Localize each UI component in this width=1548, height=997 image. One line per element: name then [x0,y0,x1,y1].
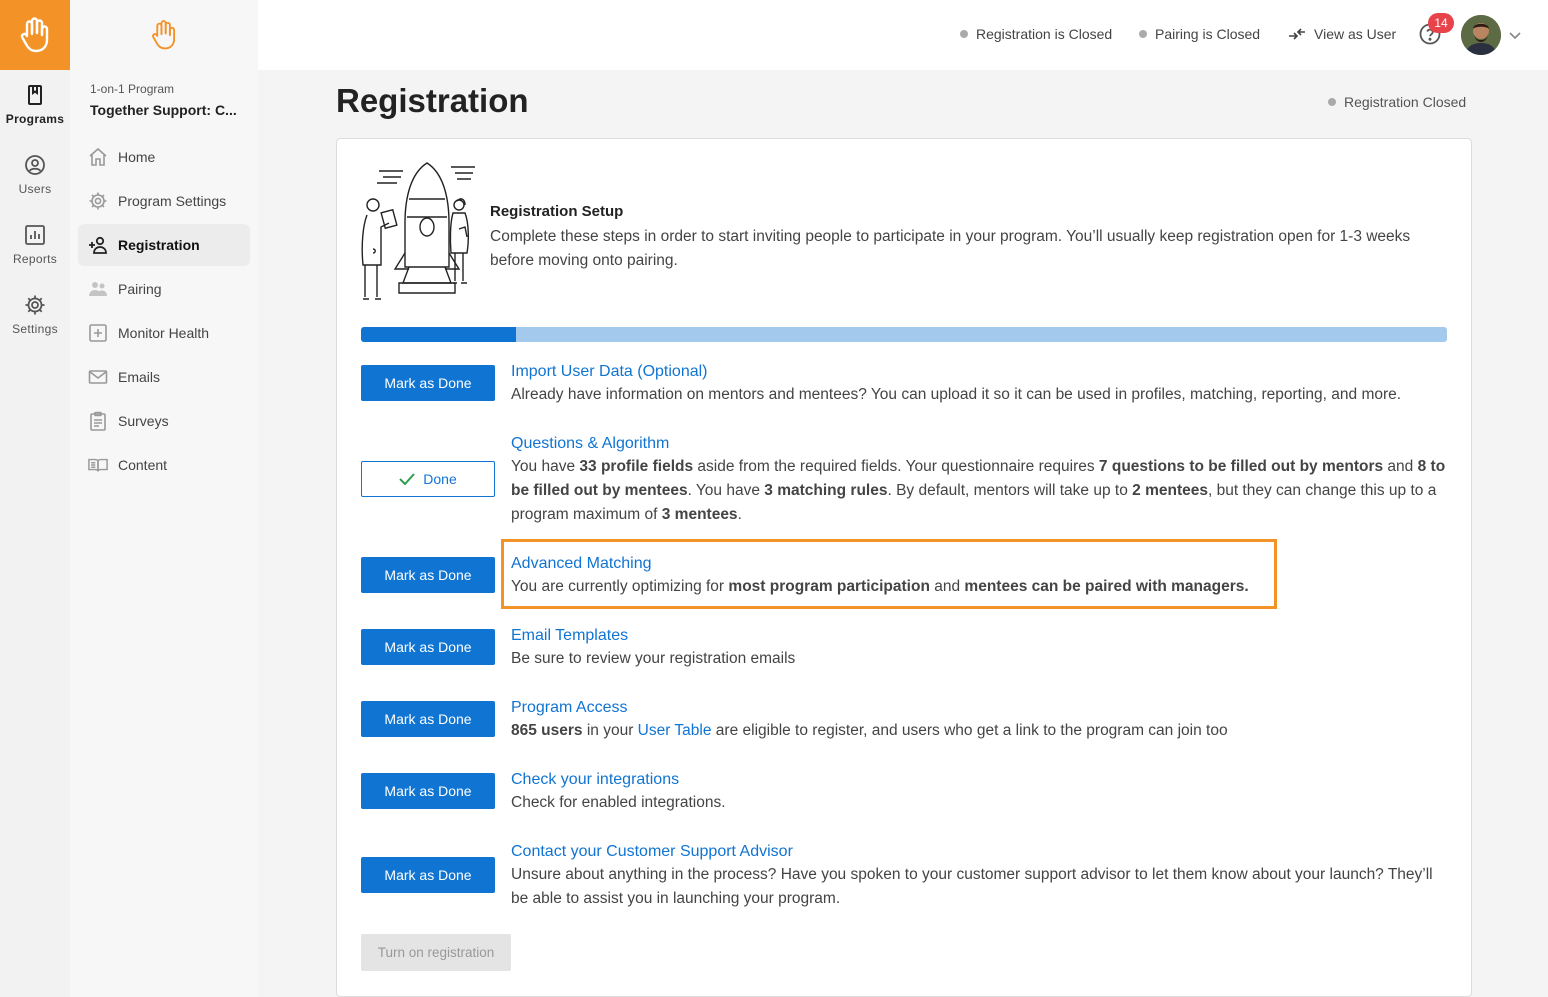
sidenav-item-registration[interactable] [78,224,250,266]
top-bar [258,0,1548,70]
program-logo [70,0,258,70]
rail-label: Reports [12,252,58,266]
app-rail [0,0,70,997]
program-name[interactable]: Together Support: C... [90,102,237,118]
notification-badge[interactable]: 14 [1428,13,1454,33]
sidenav-item-label: Program Settings [118,193,227,209]
sidenav-item-surveys[interactable] [78,400,250,442]
step-title-link[interactable]: Check your integrations [511,771,680,788]
mark-as-done-button[interactable]: Mark as Done [361,857,495,893]
rail-item-programs[interactable] [0,70,70,140]
sidenav-item-label: Content [118,457,168,473]
rail-label: Users [18,182,52,196]
status-dot [1139,30,1147,38]
desc-text: aside from the required fields. Your questionnaire requires [693,458,1099,475]
mark-as-done-button[interactable]: Mark as Done [361,701,495,737]
pairing-status [1139,26,1260,42]
step-description [511,455,1451,527]
page-title: Registration [336,82,529,119]
desc-text: are eligible to register, and users who get a link to the program can join too [711,722,1228,739]
sidenav-item-label: Home [118,149,156,165]
mark-as-done-button[interactable]: Mark as Done [361,557,495,593]
desc-bold: 2 mentees [1132,482,1208,499]
step-description: Be sure to review your registration emails [511,650,796,667]
setup-title: Registration Setup [490,203,624,220]
people-icon [88,279,108,299]
registration-status-label: Registration is Closed [976,26,1113,42]
desc-bold: 3 matching rules [764,482,888,499]
swap-arrows-icon [1288,27,1306,41]
sidenav-item-content[interactable] [78,444,250,486]
sidenav-item-pairing[interactable] [78,268,250,310]
user-table-link[interactable]: User Table [637,722,712,739]
app-logo[interactable] [0,0,70,70]
registration-setup-card [336,138,1472,997]
step-description [511,575,1451,599]
user-circle-icon [24,154,46,176]
sidenav-item-label: Monitor Health [118,325,210,341]
home-icon [88,147,108,167]
step-title-link[interactable]: Import User Data (Optional) [511,363,708,380]
add-user-icon [88,235,108,255]
hand-wave-icon [18,16,52,54]
program-sidenav [70,0,258,997]
pairing-status-label: Pairing is Closed [1155,26,1261,42]
desc-text: . You have [687,482,765,499]
registration-status [960,26,1112,42]
done-button[interactable] [361,461,495,497]
hand-wave-icon [149,19,179,51]
sidenav-item-label: Registration [118,237,200,253]
mark-as-done-button[interactable]: Mark as Done [361,365,495,401]
page-status-label: Registration Closed [1344,94,1467,110]
desc-text: in your [582,722,638,739]
rail-item-settings[interactable] [0,280,70,350]
desc-text: . [737,506,742,523]
step-title-link[interactable]: Questions & Algorithm [511,435,670,452]
desc-bold: 8 to be filled out by mentees [511,458,1446,499]
checkmark-icon [399,473,415,485]
desc-text: and [929,578,965,595]
step-description: Check for enabled integrations. [511,794,726,811]
page-status-badge [1328,94,1466,110]
view-as-user-button[interactable] [1288,26,1396,42]
sidenav-item-program-settings[interactable] [78,180,250,222]
desc-bold: 7 questions to be filled out by mentors [1098,458,1384,475]
desc-bold: 865 users [511,722,583,739]
chevron-down-icon[interactable] [1508,28,1522,42]
mark-as-done-button[interactable]: Mark as Done [361,629,495,665]
desc-bold: most program participation [728,578,930,595]
mark-as-done-button[interactable]: Mark as Done [361,773,495,809]
setup-progress-fill [361,327,516,342]
clipboard-icon [88,411,108,431]
sidenav-item-label: Emails [118,369,161,385]
sidenav-item-home[interactable] [78,136,250,178]
rocket-illustration [359,157,479,307]
view-as-user-label: View as User [1314,26,1397,42]
desc-text: . By default, mentors will take up to [887,482,1133,499]
envelope-icon [88,367,108,387]
step-title-link[interactable]: Contact your Customer Support Advisor [511,843,793,860]
book-icon [24,84,46,106]
turn-on-registration-button[interactable]: Turn on registration [361,934,511,971]
sidenav-item-label: Pairing [118,281,162,297]
sidenav-item-emails[interactable] [78,356,250,398]
desc-text: , but they can change this up to a program maximum of [511,482,1437,523]
step-title-link[interactable]: Program Access [511,699,628,716]
step-description [511,719,1451,743]
desc-text: You have [511,458,580,475]
rail-item-users[interactable] [0,140,70,210]
sidenav-item-label: Surveys [118,413,169,429]
status-dot [1328,98,1336,106]
open-book-icon [88,455,108,475]
step-title-link[interactable]: Advanced Matching [511,555,652,572]
avatar[interactable] [1461,15,1501,55]
done-label: Done [423,471,457,487]
gear-icon [24,294,46,316]
setup-progress-bar [361,327,1447,342]
desc-text: and [1383,458,1418,475]
step-description: Unsure about anything in the process? Have you spoken to your customer support advisor to let them know about your launch? They’ll be able to assist you in launching your program. [511,866,1433,907]
setup-description: Complete these steps in order to start inviting people to participate in your program. You’ll usually keep registration open for 1-3 weeks before moving onto pairing. [490,228,1411,269]
rail-label: Programs [5,112,65,126]
rail-item-reports[interactable] [0,210,70,280]
desc-text: You are currently optimizing for [511,578,729,595]
sidenav-item-monitor-health[interactable] [78,312,250,354]
bar-chart-icon [24,224,46,246]
program-kind: 1-on-1 Program [90,82,175,96]
health-cross-icon [88,323,108,343]
desc-bold: 3 mentees [661,506,738,523]
step-description: Already have information on mentors and mentees? You can upload it so it can be used in profiles, matching, reporting, and more. [511,386,1402,403]
gear-icon [88,191,108,211]
status-dot [960,30,968,38]
step-title-link[interactable]: Email Templates [511,627,629,644]
rail-label: Settings [12,322,58,336]
user-avatar-icon [1461,15,1501,55]
desc-bold: 33 profile fields [579,458,694,475]
desc-bold: mentees can be paired with managers. [964,578,1249,595]
